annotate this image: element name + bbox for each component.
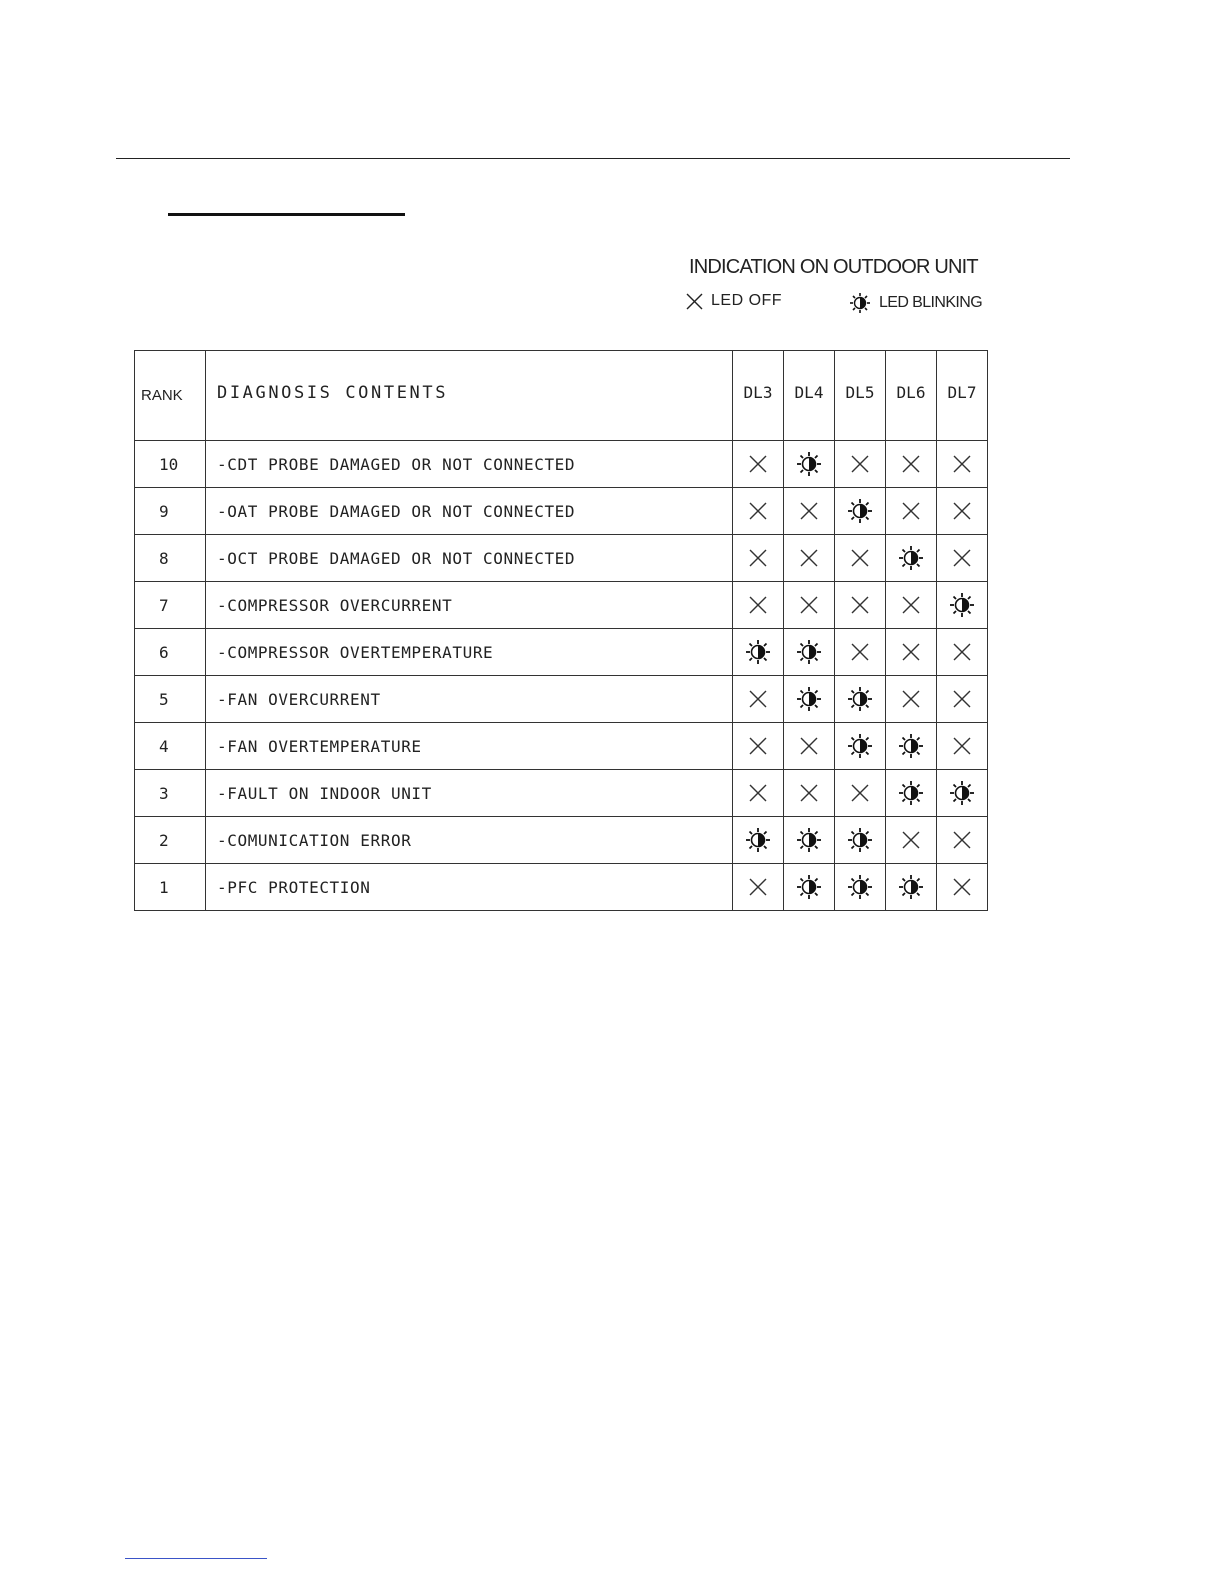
x-mark-icon [850, 454, 870, 474]
x-mark-icon [748, 689, 768, 709]
led-cell-dl4 [784, 817, 835, 864]
x-mark-icon [799, 501, 819, 521]
led-cell-dl4 [784, 770, 835, 817]
header-dl7: DL7 [937, 351, 988, 441]
led-cell-dl3 [733, 582, 784, 629]
table-row [135, 535, 988, 582]
led-cell-dl3 [733, 864, 784, 911]
led-cell-dl5 [835, 629, 886, 676]
led-cell-dl6 [886, 535, 937, 582]
led-cell-dl5 [835, 582, 886, 629]
diagnosis-cell: -FAN OVERCURRENT [206, 676, 733, 723]
led-blinking-icon [898, 733, 924, 759]
led-cell-dl7 [937, 535, 988, 582]
led-blinking-icon [796, 451, 822, 477]
led-cell-dl3 [733, 441, 784, 488]
x-mark-icon [952, 548, 972, 568]
x-mark-icon [748, 501, 768, 521]
led-blinking-icon [898, 780, 924, 806]
x-mark-icon [952, 454, 972, 474]
led-cell-dl3 [733, 488, 784, 535]
led-blinking-icon [898, 545, 924, 571]
rank-cell: 3 [135, 770, 206, 817]
diagnosis-cell: -COMPRESSOR OVERCURRENT [206, 582, 733, 629]
led-cell-dl5 [835, 488, 886, 535]
x-mark-icon [850, 783, 870, 803]
led-cell-dl6 [886, 817, 937, 864]
led-cell-dl5 [835, 441, 886, 488]
led-cell-dl7 [937, 582, 988, 629]
x-mark-icon [952, 689, 972, 709]
led-cell-dl6 [886, 723, 937, 770]
diagnosis-cell: -OAT PROBE DAMAGED OR NOT CONNECTED [206, 488, 733, 535]
led-cell-dl7 [937, 441, 988, 488]
led-cell-dl5 [835, 723, 886, 770]
led-cell-dl3 [733, 629, 784, 676]
diagnosis-cell: -FAN OVERTEMPERATURE [206, 723, 733, 770]
led-cell-dl4 [784, 723, 835, 770]
header-dl3: DL3 [733, 351, 784, 441]
table-row [135, 770, 988, 817]
x-mark-icon [686, 293, 703, 310]
table-header-row [135, 351, 988, 441]
led-blinking-icon [847, 733, 873, 759]
x-mark-icon [901, 830, 921, 850]
led-blinking-icon [849, 292, 871, 314]
indication-title: INDICATION ON OUTDOOR UNIT [689, 256, 978, 278]
x-mark-icon [952, 877, 972, 897]
led-cell-dl6 [886, 582, 937, 629]
led-cell-dl7 [937, 864, 988, 911]
legend-led-blinking [849, 292, 982, 314]
led-cell-dl4 [784, 535, 835, 582]
x-mark-icon [901, 454, 921, 474]
led-blinking-icon [796, 686, 822, 712]
diagnosis-cell: -CDT PROBE DAMAGED OR NOT CONNECTED [206, 441, 733, 488]
rank-cell: 9 [135, 488, 206, 535]
x-mark-icon [799, 595, 819, 615]
led-cell-dl7 [937, 629, 988, 676]
diagnosis-cell: -OCT PROBE DAMAGED OR NOT CONNECTED [206, 535, 733, 582]
led-cell-dl4 [784, 864, 835, 911]
led-blinking-icon [847, 686, 873, 712]
header-dl6: DL6 [886, 351, 937, 441]
x-mark-icon [850, 642, 870, 662]
x-mark-icon [850, 595, 870, 615]
led-blinking-icon [796, 639, 822, 665]
led-blinking-icon [745, 827, 771, 853]
led-cell-dl6 [886, 629, 937, 676]
led-cell-dl6 [886, 441, 937, 488]
led-blinking-icon [847, 827, 873, 853]
led-cell-dl7 [937, 488, 988, 535]
led-cell-dl3 [733, 817, 784, 864]
legend-led-off-label: LED OFF [711, 292, 783, 309]
x-mark-icon [952, 501, 972, 521]
header-dl4: DL4 [784, 351, 835, 441]
led-cell-dl3 [733, 535, 784, 582]
table-row [135, 582, 988, 629]
rank-cell: 4 [135, 723, 206, 770]
rank-cell: 8 [135, 535, 206, 582]
legend-led-blinking-label: LED BLINKING [879, 294, 983, 311]
led-blinking-icon [847, 874, 873, 900]
led-cell-dl6 [886, 770, 937, 817]
x-mark-icon [850, 548, 870, 568]
table-row [135, 676, 988, 723]
x-mark-icon [952, 736, 972, 756]
led-cell-dl5 [835, 535, 886, 582]
x-mark-icon [799, 548, 819, 568]
led-cell-dl7 [937, 676, 988, 723]
led-blinking-icon [796, 827, 822, 853]
rank-cell: 6 [135, 629, 206, 676]
led-cell-dl4 [784, 488, 835, 535]
table-row [135, 488, 988, 535]
header-rank: RANK [135, 351, 206, 441]
table-row [135, 723, 988, 770]
x-mark-icon [748, 595, 768, 615]
x-mark-icon [901, 689, 921, 709]
x-mark-icon [748, 877, 768, 897]
led-blinking-icon [949, 780, 975, 806]
led-cell-dl6 [886, 488, 937, 535]
table-row [135, 817, 988, 864]
header-diagnosis-contents: DIAGNOSIS CONTENTS [206, 351, 733, 441]
led-cell-dl3 [733, 723, 784, 770]
led-cell-dl5 [835, 676, 886, 723]
x-mark-icon [748, 454, 768, 474]
rank-cell: 5 [135, 676, 206, 723]
led-cell-dl4 [784, 582, 835, 629]
section-title-underline [168, 213, 405, 216]
led-cell-dl5 [835, 864, 886, 911]
x-mark-icon [952, 830, 972, 850]
table-row [135, 629, 988, 676]
table-row [135, 441, 988, 488]
led-cell-dl4 [784, 441, 835, 488]
diagnosis-table-body [135, 441, 988, 911]
header-rule [116, 158, 1070, 159]
diagnosis-cell: -COMPRESSOR OVERTEMPERATURE [206, 629, 733, 676]
x-mark-icon [748, 783, 768, 803]
diagnosis-cell: -FAULT ON INDOOR UNIT [206, 770, 733, 817]
led-blinking-icon [949, 592, 975, 618]
table-row [135, 864, 988, 911]
led-cell-dl5 [835, 770, 886, 817]
x-mark-icon [799, 736, 819, 756]
diagnosis-cell: -COMUNICATION ERROR [206, 817, 733, 864]
led-cell-dl5 [835, 817, 886, 864]
rank-cell: 2 [135, 817, 206, 864]
x-mark-icon [952, 642, 972, 662]
x-mark-icon [748, 548, 768, 568]
led-cell-dl7 [937, 770, 988, 817]
rank-cell: 7 [135, 582, 206, 629]
x-mark-icon [901, 501, 921, 521]
diagnosis-cell: -PFC PROTECTION [206, 864, 733, 911]
led-cell-dl6 [886, 676, 937, 723]
led-blinking-icon [796, 874, 822, 900]
rank-cell: 1 [135, 864, 206, 911]
legend-led-off [686, 292, 782, 310]
x-mark-icon [748, 736, 768, 756]
led-cell-dl4 [784, 629, 835, 676]
rank-cell: 10 [135, 441, 206, 488]
footer-link-underline [125, 1558, 267, 1559]
x-mark-icon [901, 595, 921, 615]
led-blinking-icon [745, 639, 771, 665]
led-cell-dl6 [886, 864, 937, 911]
led-cell-dl4 [784, 676, 835, 723]
led-cell-dl3 [733, 770, 784, 817]
diagnosis-table [134, 350, 988, 911]
led-cell-dl3 [733, 676, 784, 723]
led-cell-dl7 [937, 817, 988, 864]
led-blinking-icon [847, 498, 873, 524]
x-mark-icon [901, 642, 921, 662]
header-dl5: DL5 [835, 351, 886, 441]
x-mark-icon [799, 783, 819, 803]
led-blinking-icon [898, 874, 924, 900]
led-cell-dl7 [937, 723, 988, 770]
